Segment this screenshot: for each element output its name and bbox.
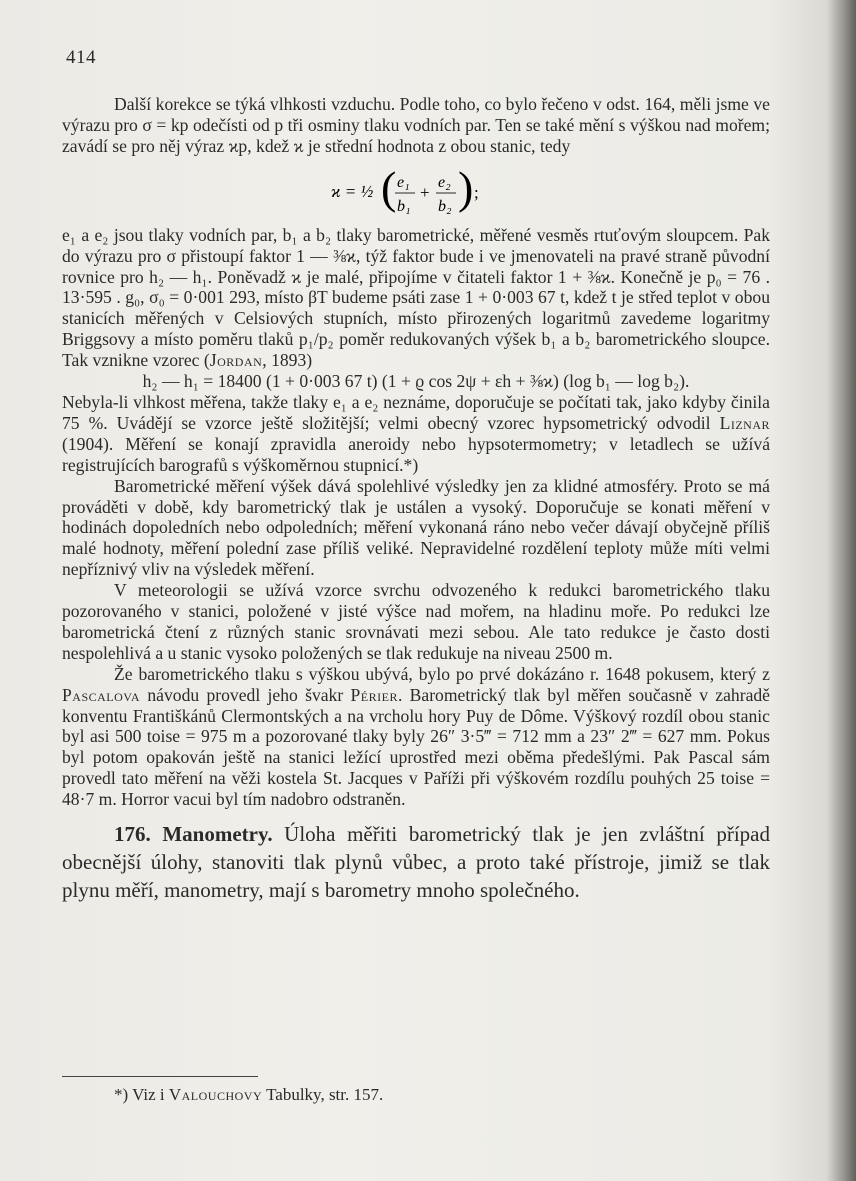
- section-manometry: [62, 820, 770, 904]
- formula-kappa-lhs: ϰ = ½: [331, 181, 374, 201]
- paragraph-history-a: Že barometrického tlaku s výškou ubývá, bylo po prvé dokázáno r. 1648 pokusem, který z: [114, 663, 770, 684]
- formula-kappa-plus: +: [420, 182, 430, 202]
- page-number: 414: [66, 47, 96, 68]
- author-liznar: Liznar: [719, 412, 770, 433]
- formula-kappa-d2: b₂: [438, 197, 452, 215]
- formula-kappa: [62, 163, 770, 217]
- paragraph-humidity: Další korekce se týká vlhkosti vzduchu. Podle toho, co bylo řečeno v odst. 164, měli jsme ve výrazu pro σ = kp odečísti od p tři osminy tlaku vodních par. Ten se také mění s výškou nad mořem; zavádí se pro něj výraz ϰp, kdež ϰ je střední hodnota z obou stanic, tedy: [62, 94, 770, 156]
- footnote-rule: [62, 1076, 258, 1077]
- paragraph-derivation-text: e₁ a e₂ jsou tlaky vodních par, b₁ a b₂ tlaky barometrické, měřené vesměs rtuťovým sloupcem. Pak do výrazu pro σ přistoupí faktor 1 — ⅜ϰ, týž faktor bude i ve jmenovateli na pravé straně původní rovnice pro h₂ — h₁. Poněvadž ϰ je malé, připojíme v čitateli faktor 1 + ⅜ϰ. Konečně je p₀ = 76 . 13·595 . g₀, σ₀ = 0·001 293, místo βT budeme psáti zase 1 + 0·003 67 t, kdež t je střed teplot v obou stanicích měřených v Celsiových stupních, místo přirozených logaritmů zavedeme logaritmy Briggsovy a místo poměru tlaků p₁/p₂ poměr redukovaných výšek b₁ a b₂ barometrického sloupce. Tak vznikne vzorec (: [62, 224, 770, 371]
- formula-kappa-lparen: (: [381, 164, 397, 213]
- paragraph-history: [62, 664, 770, 810]
- author-jordan: Jordan: [209, 350, 263, 371]
- footnote-a: *) Viz i: [114, 1085, 169, 1104]
- page-edge-shadow: [826, 0, 856, 1181]
- formula-kappa-end: ;: [474, 182, 479, 202]
- paragraph-meteorology: V meteorologii se užívá vzorce svrchu odvozeného k redukci barometrického tlaku pozorovaného v stanici, položené v jisté výšce nad mořem, na hladinu moře. Po redukci lze barometrická čtení z různých stanic srovnávati mezi sebou. Ale tato redukce je často dosti nespolehlivá a u stanic vysoko položených se tlak redukuje na niveau 2500 m.: [62, 580, 770, 663]
- formula-kappa-n2: e₂: [438, 173, 451, 191]
- section-number: 176.: [114, 822, 151, 847]
- footnote-author: Valouchovy: [168, 1085, 263, 1104]
- footnote: [114, 1085, 383, 1105]
- body-text: [62, 94, 770, 904]
- name-perier: Périer: [350, 684, 398, 705]
- section-text: Úloha měřiti barometrický tlak je jen zvláštní případ obecnější úlohy, stanoviti tlak plynů vůbec, a proto také přístroje, jimiž se tlak plynu měří, manometry, mají s barometry mnoho společného.: [62, 822, 770, 903]
- formula-height-difference: h₂ — h₁ = 18400 (1 + 0·003 67 t) (1 + ϱ cos 2ψ + εh + ⅜ϰ) (log b₁ — log b₂).: [142, 371, 690, 392]
- section-title: Manometry.: [162, 822, 273, 847]
- footnote-b: Tabulky, str. 157.: [262, 1085, 384, 1104]
- formula-kappa-d1: b₁: [397, 197, 411, 215]
- paragraph-history-c: . Barometrický tlak byl měřen současně v zahradě konventu Františkánů Clermontských a na vrcholu hory Puy de Dôme. Výškový rozdíl obou stanic byl asi 500 toise = 975 m a pozorované tlaky byly 26″ 3·5‴ = 712 mm a 23″ 2‴ = 627 mm. Pokus byl potom opakován ještě na stanici ležící uprostřed mezi oběma předešlými. Pak Pascal sám provedl tato měření na věži kostela St. Jacques v Paříži při výškovém rozdílu pouhých 25 toise = 48·7 m. Horror vacui byl tím nadobro odstraněn.: [62, 684, 770, 810]
- paragraph-derivation: [62, 225, 770, 371]
- formula-kappa-rparen: ): [458, 164, 474, 213]
- paragraph-reliability: Barometrické měření výšek dává spolehlivé výsledky jen za klidné atmosféry. Proto se má prováděti v době, kdy barometrický tlak je ustálen a vysoký. Doporučuje se konati měření v hodinách dopoledních nebo odpoledních; měření vykonaná ráno nebo večer dávají obyčejně příliš malé hodnoty, měření polední zase příliš veliké. Nepravidelné rozdělení teploty může míti velmi nepříznivý vliv na výsledek měření.: [62, 475, 770, 580]
- paragraph-humidity-unknown-b: (1904). Měření se konají zpravidla aneroidy nebo hypsotermometry; v letadlech se užívá registrujících barografů s výškoměrnou stupnicí.*): [62, 433, 770, 475]
- formula-kappa-n1: e₁: [397, 173, 410, 191]
- formula-kappa-svg: [331, 165, 501, 219]
- name-pascal: Pascalova: [62, 684, 141, 705]
- paragraph-derivation-tail: , 1893): [262, 350, 313, 371]
- paragraph-humidity-unknown: [62, 392, 770, 476]
- paragraph-humidity-unknown-a: Nebyla-li vlhkost měřena, takže tlaky e₁ a e₂ neznáme, doporučuje se počítati tak, jako kdyby činila 75 %. Uvádějí se vzorce ještě složitější; velmi obecný vzorec hypsometrický odvodil: [62, 391, 770, 433]
- paragraph-history-b: návodu provedl jeho švakr: [140, 684, 351, 705]
